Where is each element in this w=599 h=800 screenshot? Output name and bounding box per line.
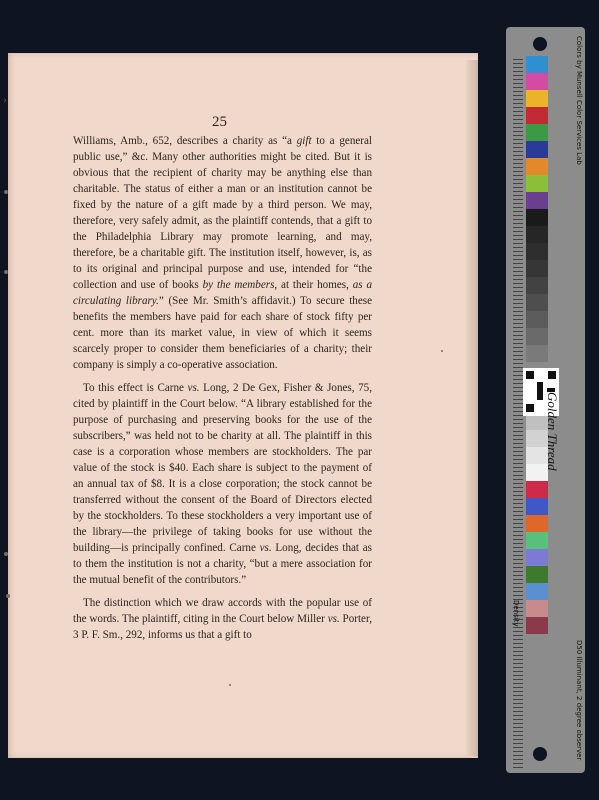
page-edge: [466, 60, 478, 756]
color-swatch: [526, 73, 548, 90]
color-swatch: [526, 294, 548, 311]
binding-hole: [6, 594, 10, 598]
paper-speck: [229, 684, 231, 686]
color-swatches: [526, 56, 548, 634]
target-scale: [513, 56, 523, 768]
target-bottom-label-2: Density: [512, 600, 520, 627]
color-swatch: [526, 141, 548, 158]
target-side-label: Colors by Munsell Color Services Lab: [575, 36, 583, 165]
target-hole: [533, 747, 547, 761]
page-number: 25: [212, 114, 227, 130]
color-swatch: [526, 498, 548, 515]
paper-speck: [441, 350, 443, 352]
color-swatch: [526, 56, 548, 73]
binding-hole: [4, 190, 8, 194]
paragraph-3: The distinction which we draw accords with the popular use of the words. The plaintiff, citing in the Court below Miller vs. Porter, 3 P. F. Sm., 292, informs us that a gift to: [73, 597, 372, 641]
color-swatch: [526, 90, 548, 107]
color-swatch: [526, 617, 548, 634]
body-text: [73, 133, 372, 650]
color-swatch: [526, 600, 548, 617]
target-logo: Golden Thread: [545, 392, 560, 471]
color-swatch: [526, 515, 548, 532]
color-swatch: [526, 107, 548, 124]
color-swatch: [526, 345, 548, 362]
binding-hole: [4, 552, 8, 556]
target-hole: [533, 37, 547, 51]
color-swatch: [526, 566, 548, 583]
color-swatch: [526, 481, 548, 498]
target-bottom-label-1: D50 Illuminant, 2 degree observer: [575, 640, 583, 761]
color-swatch: [526, 532, 548, 549]
color-swatch: [526, 549, 548, 566]
color-swatch: [526, 328, 548, 345]
color-swatch: [526, 175, 548, 192]
paragraph-1: Williams, Amb., 652, describes a charity as “a gift to a general public use,” &c. Many other authorities might be cited. But it is obvious that the recipient of charity may be anything else than charitable. The status of either a man or an institution cannot be fixed by the nature of a gift made by a third person. We may, therefore, very safely admit, as the plaintiff contends, that a gift to the Philadelphia Library may promote learning, and may, therefore, be a charitable gift. The institution itself, however, is, as to its original and principal purpose and use, intended for “the collection and use of books by the members, at their homes, as a circulating library.” (See Mr. Smith’s affidavit.) To secure these benefits the members have paid for each share of stock fifty per cent. more than its market value, in view of which it seems scarcely proper to consider them beneficiaries of a charity; their company is simply a co-operative association.: [73, 135, 373, 371]
color-swatch: [526, 158, 548, 175]
color-swatch: [526, 311, 548, 328]
binding-hole: [4, 270, 8, 274]
color-swatch: [526, 277, 548, 294]
color-swatch: [526, 209, 548, 226]
paragraph-2: To this effect is Carne vs. Long, 2 De Gex, Fisher & Jones, 75, cited by plaintiff in the Court below. “A library established for the purpose of purchasing and preserving books for the use of the subscribers,” was held not to be charity at all. The plaintiff in this case is a corporation whose members are stockholders. The par value of the stock is $40. Each share is subject to the payment of an annual tax of $8. It is a close corporation; the stock cannot be transferred without the consent of the Board of Directors elected by the stockholders. To these stockholders a very important use of the library—the privilege of taking books for use without the building—is principally confined. Carne vs. Long, decides that as to them the institution is not a charity, “but a mere association for the mutual benefit of the contributors.”: [73, 382, 372, 586]
margin-mark: ›: [3, 92, 7, 106]
color-swatch: [526, 260, 548, 277]
color-swatch: [526, 192, 548, 209]
color-swatch: [526, 583, 548, 600]
color-swatch: [526, 243, 548, 260]
color-swatch: [526, 226, 548, 243]
color-swatch: [526, 124, 548, 141]
